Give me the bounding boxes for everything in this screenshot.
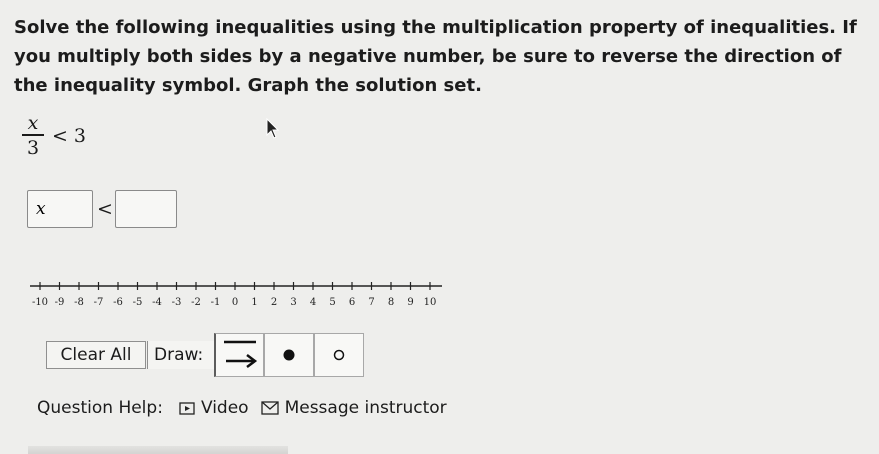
number-line-tick-label: -4	[152, 297, 162, 308]
fraction	[22, 112, 44, 160]
number-line-tick-label: -10	[31, 297, 49, 308]
question-help	[37, 398, 459, 418]
problem-rhs: 3	[73, 125, 87, 147]
answer-relation: <	[97, 198, 113, 220]
number-line-tick-label: -1	[210, 297, 221, 308]
number-line-tick-label: -2	[191, 297, 201, 308]
clear-all-button[interactable]: Clear All	[46, 341, 146, 369]
bottom-divider	[28, 446, 288, 454]
message-instructor-label: Message instructor	[284, 398, 447, 418]
draw-label: Draw:	[147, 341, 214, 369]
number-line-tick-label: 4	[309, 297, 317, 308]
video-link-label: Video	[200, 398, 249, 418]
number-line-tick-label: 8	[387, 297, 395, 308]
closed-dot-tool-button[interactable]	[264, 333, 314, 377]
message-instructor-link[interactable]	[261, 398, 447, 418]
number-line-tick-label: 1	[251, 297, 258, 308]
number-line-tick-label: 2	[270, 297, 278, 308]
answer-left-input[interactable]	[27, 190, 93, 228]
number-line-tick-label: -9	[54, 297, 65, 308]
problem-instructions: Solve the following inequalities using the multiplication property of inequalities. If you multiply both sides by a negative number, be sure to reverse the direction of the inequality symbol. Graph the solution set.	[14, 17, 857, 96]
number-line-tick-label: -5	[132, 297, 143, 308]
number-line-tick-label: 10	[423, 297, 437, 308]
answer-row	[27, 190, 177, 228]
graph-toolbar	[46, 333, 364, 377]
number-line-tick-label: 7	[368, 297, 375, 308]
open-dot-icon	[332, 348, 346, 362]
closed-dot-icon	[282, 348, 296, 362]
mouse-cursor-icon	[266, 118, 280, 140]
number-line-tick-label: 0	[231, 297, 239, 308]
number-line-graph[interactable]	[28, 276, 448, 316]
number-line-tick-label: -8	[74, 297, 84, 308]
number-line-tick-label: -7	[93, 297, 104, 308]
number-line-tick-label: 5	[329, 297, 336, 308]
problem-relation: <	[52, 125, 68, 147]
number-line-tick-label: -3	[171, 297, 182, 308]
question-help-label: Question Help:	[37, 398, 163, 418]
video-icon	[179, 402, 195, 415]
video-link[interactable]	[179, 398, 249, 418]
number-line-tick-label: -6	[113, 297, 123, 308]
envelope-icon	[261, 401, 279, 415]
number-line-tick-label: 9	[407, 297, 414, 308]
open-dot-tool-button[interactable]	[314, 333, 364, 377]
fraction-denominator: 3	[26, 137, 40, 159]
ray-tool-icon	[220, 337, 260, 373]
number-line-tick-label: 3	[290, 297, 297, 308]
number-line-tick-label: 6	[348, 297, 356, 308]
fraction-numerator: x	[27, 112, 39, 134]
ray-tool-button[interactable]	[214, 333, 264, 377]
answer-right-input[interactable]	[115, 190, 177, 228]
problem-inequality	[22, 112, 86, 160]
